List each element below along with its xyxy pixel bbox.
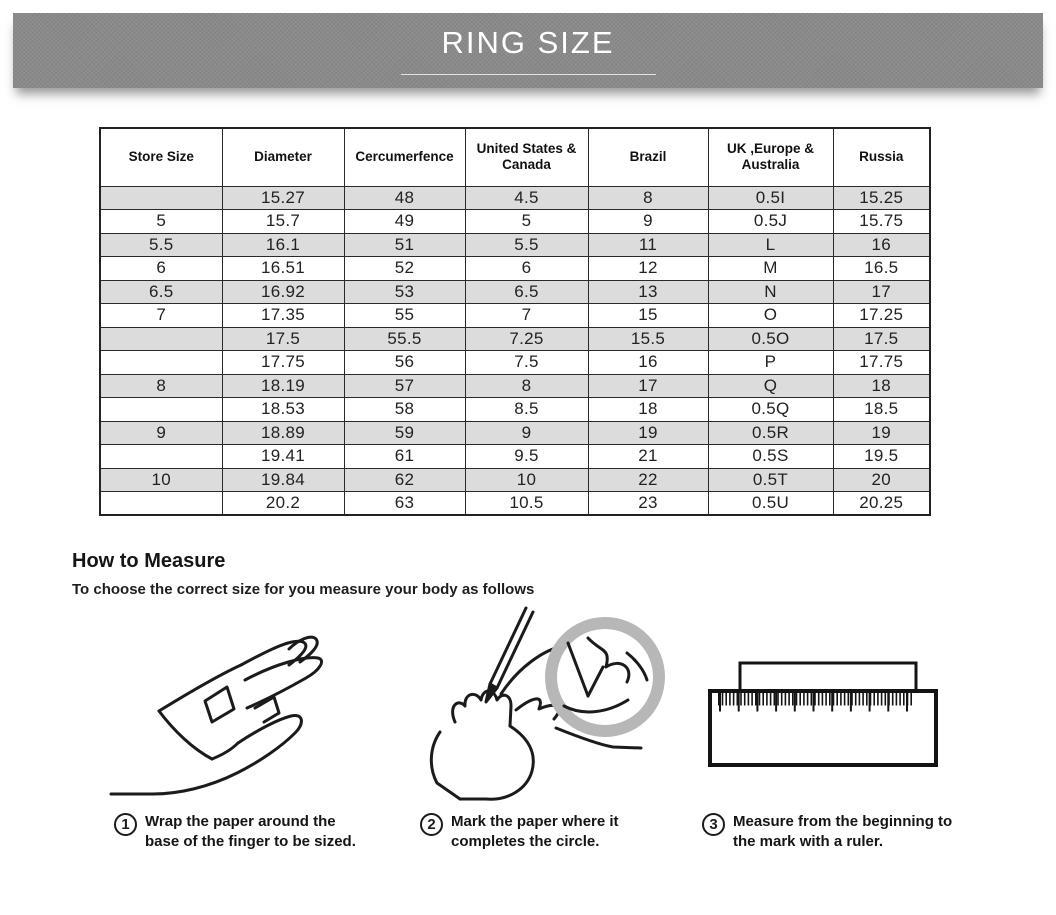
table-cell: 10 xyxy=(100,468,222,492)
table-cell: 17.5 xyxy=(222,327,344,351)
table-cell: 6 xyxy=(100,257,222,281)
table-cell xyxy=(100,186,222,210)
table-cell: 17 xyxy=(588,374,708,398)
table-cell: 17.25 xyxy=(833,304,930,328)
how-to-measure-subtitle: To choose the correct size for you measure your body as follows xyxy=(72,581,535,598)
hand-with-paper-illustration xyxy=(95,612,395,810)
table-cell: 55.5 xyxy=(344,327,465,351)
title-underline-divider xyxy=(401,74,656,75)
table-row xyxy=(100,257,930,281)
table-cell: 0.5U xyxy=(708,492,833,516)
step-2-number-badge: 2 xyxy=(420,813,443,836)
table-row xyxy=(100,421,930,445)
table-row xyxy=(100,280,930,304)
table-cell: 7 xyxy=(100,304,222,328)
table-row xyxy=(100,374,930,398)
table-cell: 62 xyxy=(344,468,465,492)
table-cell: 56 xyxy=(344,351,465,375)
table-cell: 18 xyxy=(588,398,708,422)
table-cell: 18 xyxy=(833,374,930,398)
step-1-number-badge: 1 xyxy=(114,813,137,836)
table-cell: Q xyxy=(708,374,833,398)
step-1-text: Wrap the paper around the base of the finger to be sized. xyxy=(145,813,356,851)
table-cell: 0.5I xyxy=(708,186,833,210)
table-cell: 19 xyxy=(833,421,930,445)
table-cell: P xyxy=(708,351,833,375)
table-cell: 51 xyxy=(344,233,465,257)
table-cell: 63 xyxy=(344,492,465,516)
table-cell: M xyxy=(708,257,833,281)
table-cell: 20 xyxy=(833,468,930,492)
table-cell: 17.35 xyxy=(222,304,344,328)
table-cell: 16.1 xyxy=(222,233,344,257)
table-cell: 61 xyxy=(344,445,465,469)
table-cell: 9 xyxy=(100,421,222,445)
hand-marking-paper-illustration xyxy=(398,598,683,813)
table-cell: 5 xyxy=(100,210,222,234)
table-row xyxy=(100,210,930,234)
table-row xyxy=(100,398,930,422)
table-cell: 15.75 xyxy=(833,210,930,234)
table-cell: 9 xyxy=(588,210,708,234)
table-cell: 6 xyxy=(465,257,588,281)
table-cell: 12 xyxy=(588,257,708,281)
table-cell: 5.5 xyxy=(100,233,222,257)
table-cell: 5 xyxy=(465,210,588,234)
step-2-text: Mark the paper where it completes the circle. xyxy=(451,813,619,851)
table-cell: 48 xyxy=(344,186,465,210)
table-cell: 0.5T xyxy=(708,468,833,492)
table-header-cell: Cercumerfence xyxy=(344,128,465,186)
table-cell: 16.92 xyxy=(222,280,344,304)
table-header-cell: Russia xyxy=(833,128,930,186)
table-row xyxy=(100,304,930,328)
table-cell: 0.5R xyxy=(708,421,833,445)
table-cell: 18.89 xyxy=(222,421,344,445)
table-cell: 17.75 xyxy=(833,351,930,375)
table-cell: 55 xyxy=(344,304,465,328)
table-cell: 23 xyxy=(588,492,708,516)
table-cell: 18.53 xyxy=(222,398,344,422)
table-cell: 16.5 xyxy=(833,257,930,281)
table-cell: 0.5O xyxy=(708,327,833,351)
table-cell: 15.7 xyxy=(222,210,344,234)
step-3-caption xyxy=(702,812,977,853)
table-cell: 15.25 xyxy=(833,186,930,210)
step-1-caption xyxy=(114,812,372,853)
table-cell: 8 xyxy=(100,374,222,398)
table-row xyxy=(100,351,930,375)
table-row xyxy=(100,186,930,210)
table-cell: 19.84 xyxy=(222,468,344,492)
table-cell: 15.5 xyxy=(588,327,708,351)
table-cell: 6.5 xyxy=(465,280,588,304)
table-row xyxy=(100,327,930,351)
table-cell: 52 xyxy=(344,257,465,281)
table-cell: 59 xyxy=(344,421,465,445)
table-cell: 53 xyxy=(344,280,465,304)
table-cell: 17.5 xyxy=(833,327,930,351)
table-cell xyxy=(100,327,222,351)
table-cell: 8 xyxy=(588,186,708,210)
table-row xyxy=(100,468,930,492)
how-to-measure-section xyxy=(72,550,534,598)
table-cell: 4.5 xyxy=(465,186,588,210)
table-cell xyxy=(100,398,222,422)
table-cell xyxy=(100,492,222,516)
table-cell: 16.51 xyxy=(222,257,344,281)
ruler-illustration xyxy=(708,655,943,775)
table-cell: 20.25 xyxy=(833,492,930,516)
table-header-cell: Store Size xyxy=(100,128,222,186)
table-cell: 19.5 xyxy=(833,445,930,469)
table-cell: 7.25 xyxy=(465,327,588,351)
table-cell: 0.5Q xyxy=(708,398,833,422)
how-to-measure-title: How to Measure xyxy=(72,550,226,572)
table-header-cell: Brazil xyxy=(588,128,708,186)
table-cell: 15.27 xyxy=(222,186,344,210)
step-2-caption xyxy=(420,812,642,853)
table-cell: 21 xyxy=(588,445,708,469)
table-header-cell: UK ,Europe & Australia xyxy=(708,128,833,186)
table-cell: 20.2 xyxy=(222,492,344,516)
table-cell: O xyxy=(708,304,833,328)
table-cell: 6.5 xyxy=(100,280,222,304)
table-cell: 5.5 xyxy=(465,233,588,257)
table-header-cell: United States & Canada xyxy=(465,128,588,186)
table-cell: 17.75 xyxy=(222,351,344,375)
table-cell: 0.5S xyxy=(708,445,833,469)
table-cell: 19 xyxy=(588,421,708,445)
table-cell: 49 xyxy=(344,210,465,234)
table-cell: 10 xyxy=(465,468,588,492)
step-3-number-badge: 3 xyxy=(702,813,725,836)
table-row xyxy=(100,445,930,469)
table-cell: 9.5 xyxy=(465,445,588,469)
table-cell: 22 xyxy=(588,468,708,492)
ring-size-banner xyxy=(13,13,1043,88)
table-row xyxy=(100,492,930,516)
table-cell: 16 xyxy=(588,351,708,375)
table-header-cell: Diameter xyxy=(222,128,344,186)
table-cell: 16 xyxy=(833,233,930,257)
ring-size-table-container xyxy=(99,127,931,516)
table-cell: 8 xyxy=(465,374,588,398)
table-header-row xyxy=(100,128,930,186)
table-cell: 11 xyxy=(588,233,708,257)
table-cell: 19.41 xyxy=(222,445,344,469)
table-cell: 58 xyxy=(344,398,465,422)
table-cell xyxy=(100,445,222,469)
table-cell: 57 xyxy=(344,374,465,398)
step-3-text: Measure from the beginning to the mark with a ruler. xyxy=(733,813,953,851)
table-cell: 0.5J xyxy=(708,210,833,234)
table-cell: 7 xyxy=(465,304,588,328)
table-cell: 17 xyxy=(833,280,930,304)
ring-size-table xyxy=(99,127,931,516)
table-row xyxy=(100,233,930,257)
table-cell: 18.5 xyxy=(833,398,930,422)
table-cell: L xyxy=(708,233,833,257)
magnifier-circle xyxy=(551,623,659,731)
table-cell: 18.19 xyxy=(222,374,344,398)
table-cell: 13 xyxy=(588,280,708,304)
table-cell: 8.5 xyxy=(465,398,588,422)
table-cell xyxy=(100,351,222,375)
table-cell: 10.5 xyxy=(465,492,588,516)
table-cell: 7.5 xyxy=(465,351,588,375)
table-cell: 9 xyxy=(465,421,588,445)
table-cell: 15 xyxy=(588,304,708,328)
table-cell: N xyxy=(708,280,833,304)
page-title: RING SIZE xyxy=(441,25,615,60)
